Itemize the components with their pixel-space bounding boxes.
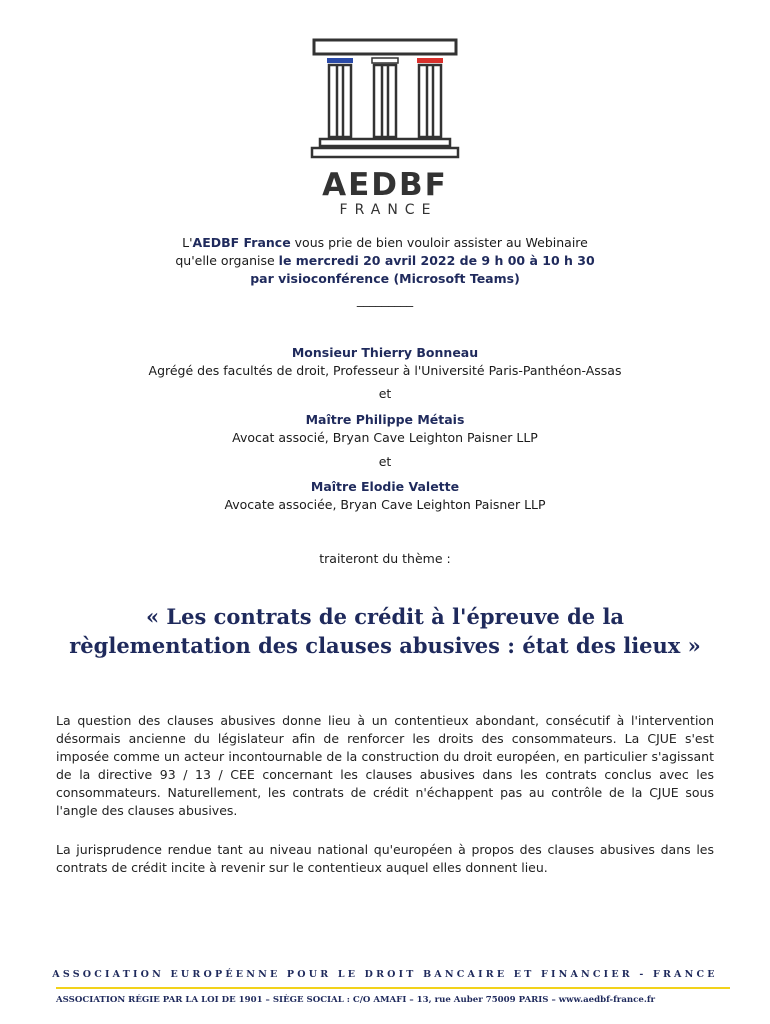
- organization-name: AEDBF France: [192, 235, 291, 250]
- speaker-3: [0, 478, 770, 514]
- description-paragraph-2: La jurisprudence rendue tant au niveau national qu'européen à propos des clauses abusives dans les contrats de crédit incite à revenir sur le contentieux auquel elles donnent lieu.: [56, 842, 714, 875]
- theme-intro: traiteront du thème :: [319, 551, 451, 566]
- speaker-2: [0, 411, 770, 447]
- logo-subtitle: FRANCE: [339, 202, 438, 218]
- invite-line1: vous prie de bien vouloir assister au Webinaire: [290, 235, 588, 250]
- event-format: par visioconférence (Microsoft Teams): [250, 271, 520, 286]
- speaker-role: Avocate associée, Bryan Cave Leighton Paisner LLP: [224, 497, 546, 512]
- theme-title: [0, 602, 770, 660]
- footer-legal-info: ASSOCIATION RÉGIE PAR LA LOI DE 1901 – SIÈGE SOCIAL : C/O AMAFI – 13, rue Auber 75009 PARIS – www.aedbf-france.fr: [56, 995, 656, 1005]
- footer-divider: [56, 987, 730, 989]
- invitation-text: [0, 234, 770, 288]
- description-paragraph-1: La question des clauses abusives donne lieu à un contentieux abondant, consécutif à l'intervention désormais ancienne du législateur afin de renforcer les droits des consommateurs. La CJUE s'est imposée comme un acteur incontournable de la construction du droit européen, en particulier s'agissant de la directive 93 / 13 / CEE concernant les clauses abusives dans les contrats conclus avec les consommateurs. Naturellement, les contrats de crédit n'échappent pas au contrôle de la CJUE sous l'angle des clauses abusives.: [56, 713, 714, 818]
- speaker-role: Avocat associé, Bryan Cave Leighton Paisner LLP: [232, 430, 538, 445]
- speaker-1: [0, 344, 770, 380]
- temple-columns-icon: [310, 38, 460, 160]
- logo-wordmark: AEDBF: [322, 167, 448, 203]
- conjunction-1: et: [378, 386, 392, 401]
- conjunction-2: et: [378, 454, 392, 469]
- footer-association: ASSOCIATION EUROPÉENNE POUR LE DROIT BANCAIRE ET FINANCIER - FRANCE: [52, 969, 718, 980]
- speaker-name: Maître Elodie Valette: [310, 479, 460, 494]
- theme-title-line1: « Les contrats de crédit à l'épreuve de la: [145, 604, 625, 629]
- speaker-name: Monsieur Thierry Bonneau: [291, 345, 479, 360]
- speaker-role: Agrégé des facultés de droit, Professeur à l'Université Paris-Panthéon-Assas: [148, 363, 622, 378]
- aedbf-logo: [0, 38, 770, 218]
- invite-line2: qu'elle organise: [175, 253, 279, 268]
- event-date: le mercredi 20 avril 2022 de 9 h 00 à 10 h 30: [278, 253, 595, 268]
- speaker-name: Maître Philippe Métais: [305, 412, 465, 427]
- theme-title-line2: règlementation des clauses abusives : état des lieux »: [69, 633, 701, 658]
- invite-prefix: L': [182, 235, 193, 250]
- separator: _________: [356, 292, 414, 307]
